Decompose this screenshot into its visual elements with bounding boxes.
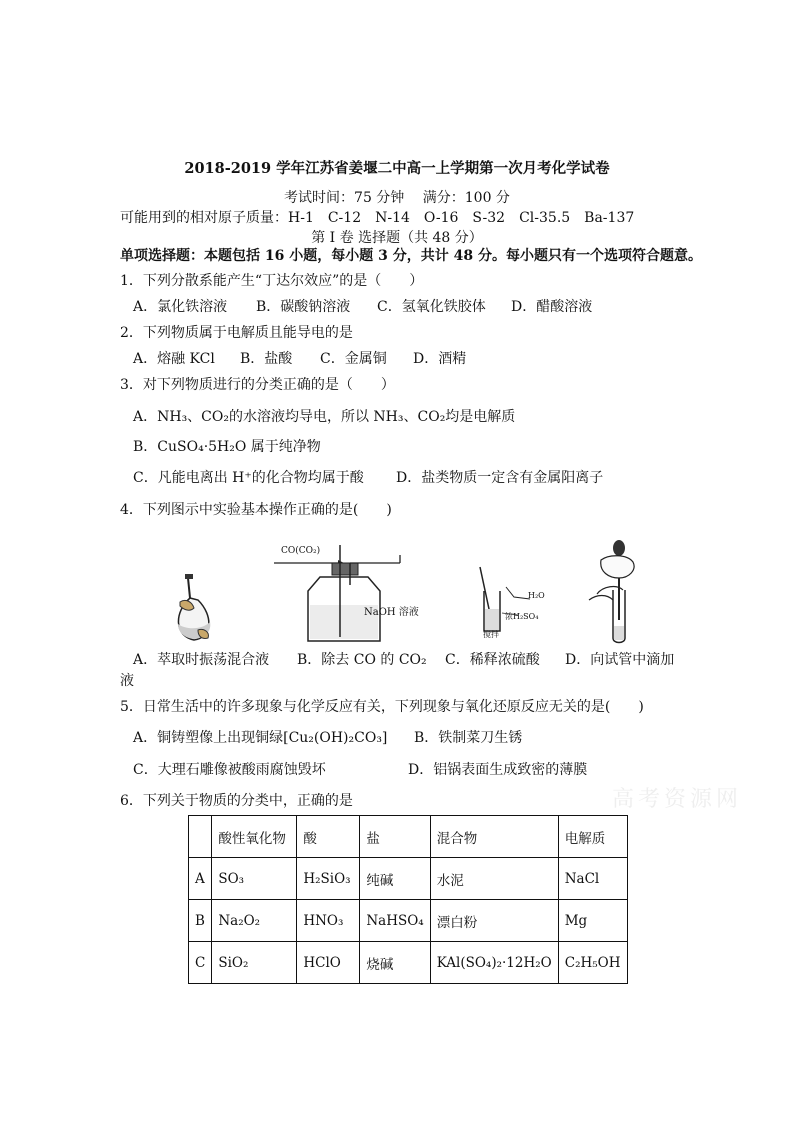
table-header-cell — [189, 816, 212, 858]
figure-b-gas-label: CO(CO₂) — [281, 546, 321, 556]
q4-option-a: A．萃取时振荡混合液 — [133, 652, 270, 668]
part-title: 第 I 卷 选择题（共 48 分） — [311, 230, 483, 246]
q4-option-d: D．向试管中滴加 — [565, 652, 675, 668]
q1-stem: 1．下列分散系能产生“丁达尔效应”的是（ ） — [120, 273, 424, 289]
table-cell: KAl(SO₄)₂·12H₂O — [430, 942, 558, 984]
atomic-masses: 可能用到的相对原子质量：H-1 C-12 N-14 O-16 S-32 Cl-35.5 Ba-137 — [120, 210, 635, 226]
q3-option-a: A．NH₃、CO₂的水溶液均导电，所以 NH₃、CO₂均是电解质 — [133, 409, 516, 425]
table-cell: C — [189, 942, 212, 984]
q2-option-a: A．熔融 KCl — [133, 351, 215, 367]
q2-option-b: B．盐酸 — [240, 351, 293, 367]
figure-c-water-label: H₂O — [528, 591, 545, 600]
q3-option-d: D．盐类物质一定含有金属阳离子 — [396, 470, 604, 486]
q4-option-d-continued: 液 — [120, 673, 134, 689]
figure-b-solution-label: NaOH 溶液 — [364, 607, 419, 618]
table-cell: NaCl — [558, 858, 627, 900]
q1-option-d: D．醋酸溶液 — [511, 299, 593, 315]
q1-option-b: B．碳酸钠溶液 — [256, 299, 351, 315]
figure-a-separatory-funnel — [168, 572, 220, 644]
q3-stem: 3．对下列物质进行的分类正确的是（ ） — [120, 377, 395, 393]
table-cell: NaHSO₄ — [360, 900, 430, 942]
table-cell: A — [189, 858, 212, 900]
table-header-row — [189, 816, 628, 858]
q5-stem: 5．日常生活中的许多现象与化学反应有关，下列现象与氧化还原反应无关的是( ) — [120, 699, 644, 715]
q2-option-c: C．金属铜 — [320, 351, 387, 367]
table-row — [189, 858, 628, 900]
table-cell: 水泥 — [430, 858, 558, 900]
q5-option-b: B．铁制菜刀生锈 — [414, 730, 523, 746]
table-header-cell: 酸 — [297, 816, 360, 858]
instructions: 单项选择题：本题包括 16 小题，每小题 3 分，共计 48 分。每小题只有一个选项符合题意。 — [120, 248, 702, 264]
table-cell: SO₃ — [212, 858, 297, 900]
classification-table — [188, 815, 628, 984]
table-row — [189, 942, 628, 984]
q6-stem: 6．下列关于物质的分类中，正确的是 — [120, 793, 353, 809]
table-cell: Mg — [558, 900, 627, 942]
q2-option-d: D．酒精 — [413, 351, 467, 367]
table-header-cell: 电解质 — [558, 816, 627, 858]
figure-b-gas-washing-bottle — [270, 545, 415, 647]
table-row — [189, 900, 628, 942]
q4-option-c: C．稀释浓硫酸 — [445, 652, 540, 668]
q5-option-c: C．大理石雕像被酸雨腐蚀毁坏 — [133, 762, 326, 778]
table-cell: HNO₃ — [297, 900, 360, 942]
table-cell: H₂SiO₃ — [297, 858, 360, 900]
figure-d-dropper — [583, 538, 653, 646]
table-cell: C₂H₅OH — [558, 942, 627, 984]
table-cell: HClO — [297, 942, 360, 984]
table-header-cell: 混合物 — [430, 816, 558, 858]
figure-c-stir-label: 搅拌 — [483, 630, 499, 639]
q1-option-c: C．氢氧化铁胶体 — [377, 299, 486, 315]
watermark: 高考资源网 — [612, 787, 743, 812]
table-cell: SiO₂ — [212, 942, 297, 984]
figure-c-acid-label: 浓H₂SO₄ — [505, 612, 539, 621]
figure-c-dilution — [470, 565, 550, 640]
table-header-cell: 酸性氧化物 — [212, 816, 297, 858]
exam-info: 考试时间：75 分钟 满分：100 分 — [284, 190, 510, 206]
q2-stem: 2．下列物质属于电解质且能导电的是 — [120, 325, 353, 341]
q3-option-b: B．CuSO₄·5H₂O 属于纯净物 — [133, 439, 321, 455]
q3-option-c: C．凡能电离出 H⁺的化合物均属于酸 — [133, 470, 364, 486]
q4-stem: 4．下列图示中实验基本操作正确的是( ) — [120, 502, 392, 518]
table-cell: 漂白粉 — [430, 900, 558, 942]
q4-option-b: B．除去 CO 的 CO₂ — [297, 652, 427, 668]
q5-option-d: D．铝锅表面生成致密的薄膜 — [408, 762, 588, 778]
q5-option-a: A．铜铸塑像上出现铜绿[Cu₂(OH)₂CO₃] — [133, 730, 388, 746]
table-cell: Na₂O₂ — [212, 900, 297, 942]
table-cell: 纯碱 — [360, 858, 430, 900]
table-cell: B — [189, 900, 212, 942]
table-cell: 烧碱 — [360, 942, 430, 984]
q1-option-a: A．氯化铁溶液 — [133, 299, 228, 315]
exam-title: 2018-2019 学年江苏省姜堰二中高一上学期第一次月考化学试卷 — [184, 160, 610, 177]
table-header-cell: 盐 — [360, 816, 430, 858]
